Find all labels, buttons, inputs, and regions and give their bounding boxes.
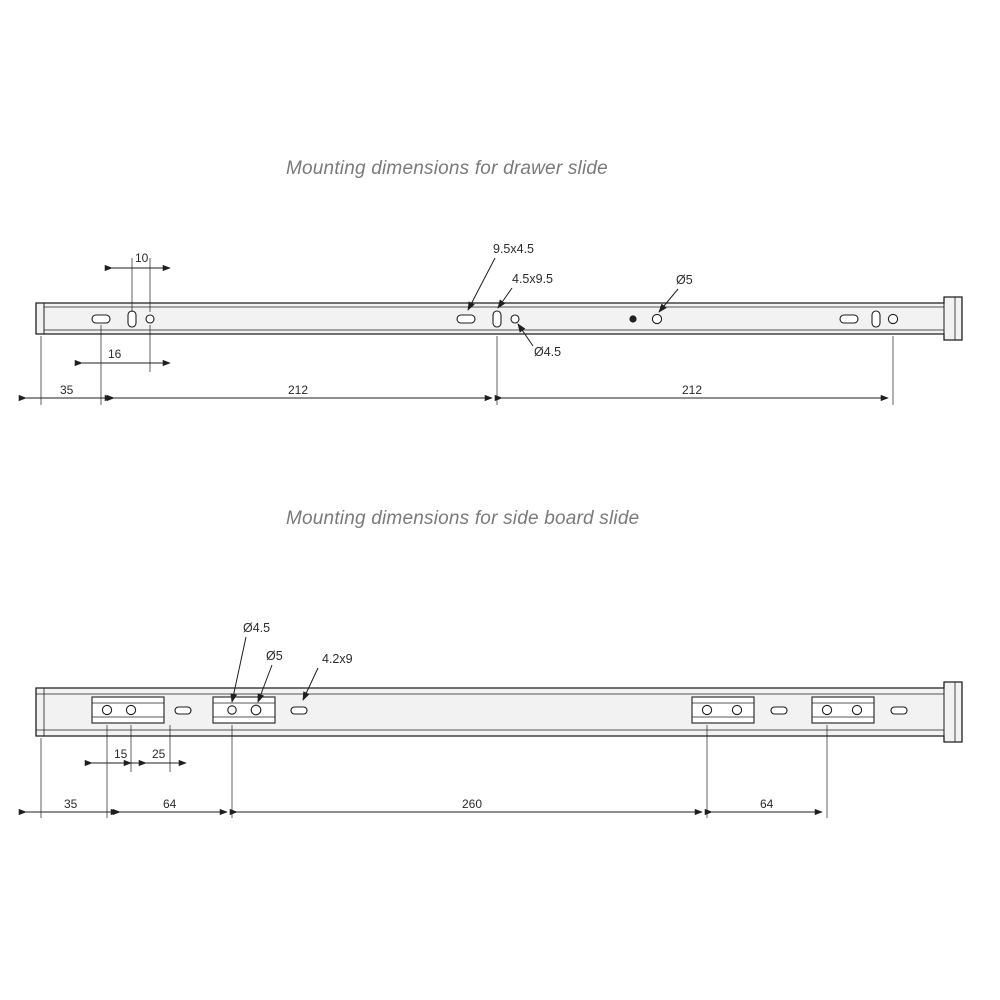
callout-label: Ø5 [676, 273, 693, 287]
sideboard-dim-260 [237, 797, 702, 812]
sideboard-dim-chain [26, 725, 827, 818]
dim-label: 15 [114, 747, 128, 761]
sideboard-dim-64-b [712, 797, 822, 812]
dim-label: 35 [60, 383, 74, 397]
callout-label: Ø5 [266, 649, 283, 663]
callout-label: 4.2x9 [322, 652, 353, 666]
drawer-dim-212-b [502, 383, 888, 398]
dim-label: 212 [682, 383, 703, 397]
drawer-dim-212-a [112, 383, 492, 398]
dim-label: 10 [135, 251, 149, 265]
dim-label: 25 [152, 747, 166, 761]
side-board-slide-title: Mounting dimensions for side board slide [286, 508, 640, 529]
dim-label: 212 [288, 383, 309, 397]
callout-label: Ø4.5 [534, 345, 562, 359]
drawer-slide-title: Mounting dimensions for drawer slide [286, 158, 608, 179]
callout-label: 4.5x9.5 [512, 272, 554, 286]
dim-label: 64 [760, 797, 774, 811]
dim-label: 16 [108, 347, 122, 361]
sideboard-dim-64-a [118, 797, 227, 812]
drawer-slide-profile [36, 297, 962, 340]
sideboard-dim-35 [26, 797, 120, 812]
dim-label: 260 [462, 797, 483, 811]
dim-label: 64 [163, 797, 177, 811]
side-board-slide-profile [36, 682, 962, 742]
drawer-dim-chain [26, 336, 893, 405]
sideboard-dim-15 [92, 747, 146, 763]
callout-label: Ø4.5 [243, 621, 271, 635]
dim-label: 35 [64, 797, 78, 811]
callout-label: 9.5x4.5 [493, 242, 535, 256]
sideboard-dim-25 [131, 747, 186, 763]
